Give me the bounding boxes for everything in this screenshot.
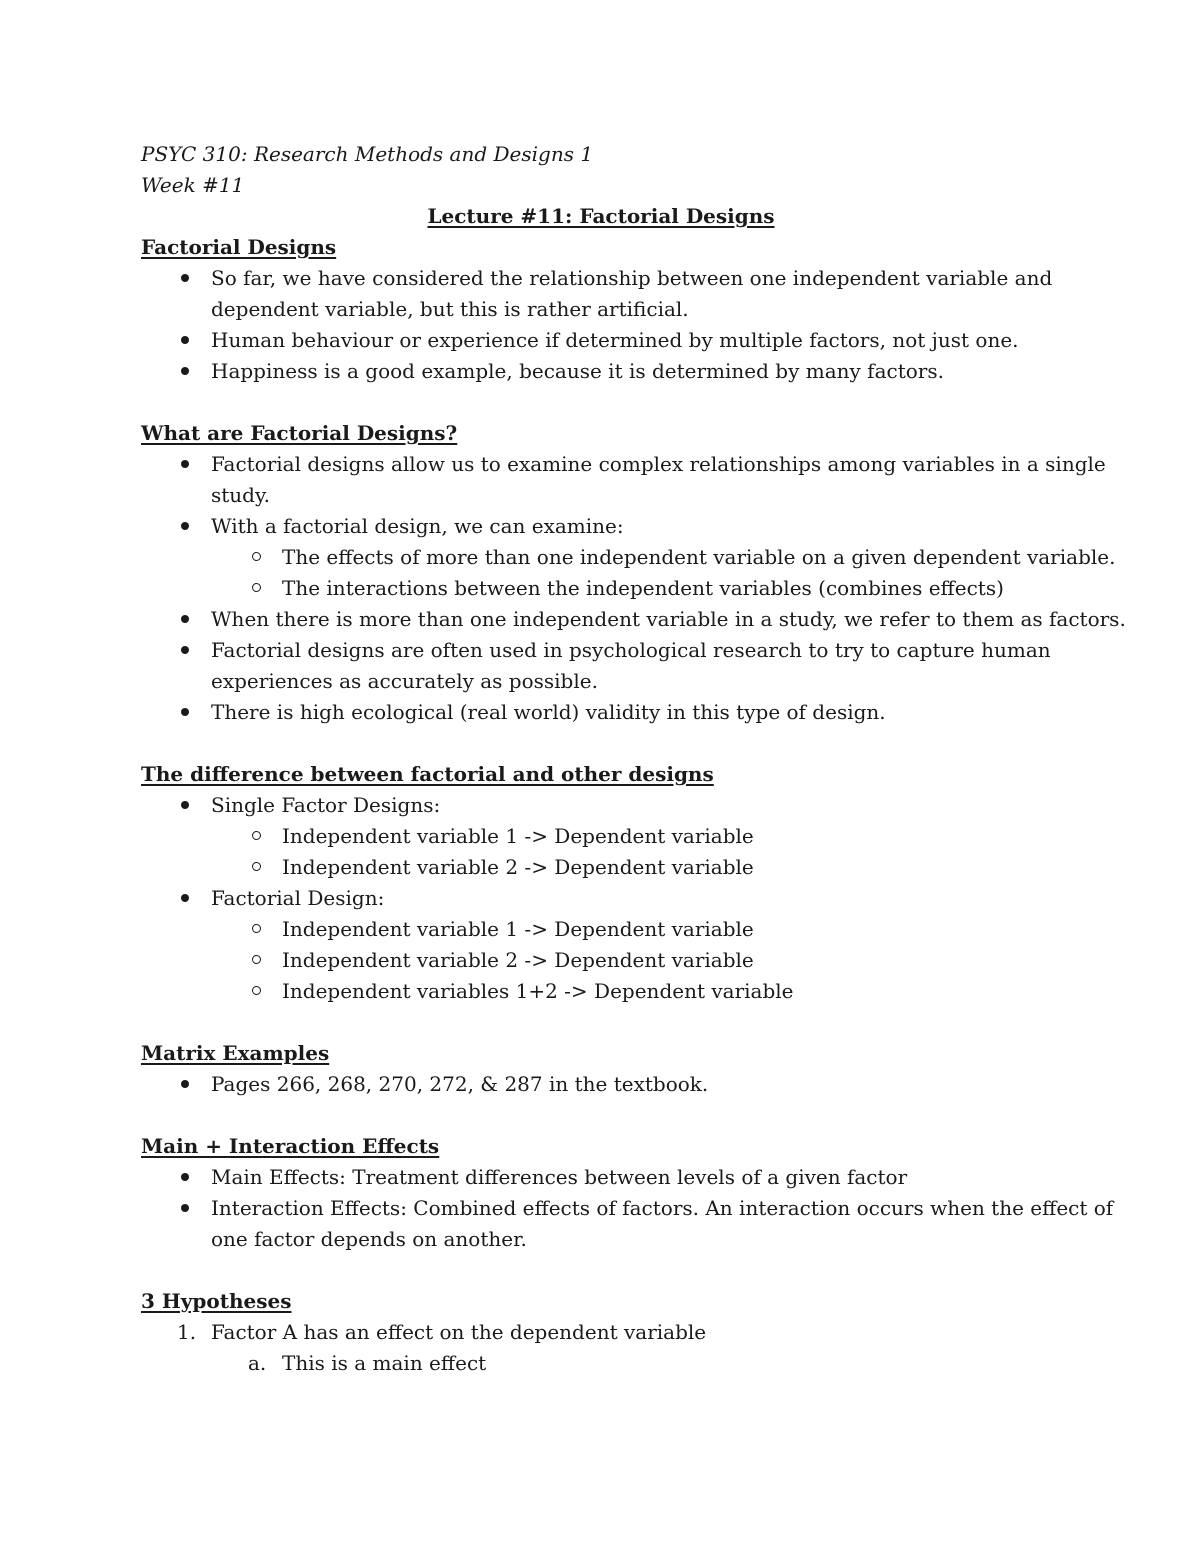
list-number: 1. [177, 1320, 197, 1344]
list-item: There is high ecological (real world) validity in this type of design. [141, 697, 1061, 728]
week-label: Week #11 [141, 173, 245, 197]
bullet-icon [181, 511, 201, 542]
bullet-icon [181, 449, 201, 480]
bullet-icon [181, 790, 201, 821]
section-heading-what-are-factorial-designs: What are Factorial Designs? [141, 421, 458, 445]
bullet-icon [181, 883, 201, 914]
list-item: Pages 266, 268, 270, 272, & 287 in the textbook. [141, 1069, 1061, 1100]
list-letter: a. [248, 1351, 267, 1375]
sub-list-item: The effects of more than one independent variable on a given dependent variable. [141, 542, 1061, 573]
bullet-icon [181, 1162, 201, 1193]
list-item: When there is more than one independent variable in a study, we refer to them as factors. [141, 604, 1061, 635]
list-item: Single Factor Designs: [141, 790, 1061, 821]
section-heading-matrix-examples: Matrix Examples [141, 1041, 330, 1065]
list-item: With a factorial design, we can examine: [141, 511, 1061, 542]
lecture-title: Lecture #11: Factorial Designs [427, 204, 775, 228]
sub-list-item: Independent variable 2 -> Dependent variable [141, 852, 1061, 883]
circle-bullet-icon [252, 976, 272, 1007]
numbered-list-item: 1. Factor A has an effect on the dependent variable [141, 1317, 1061, 1348]
sub-list-item: Independent variables 1+2 -> Dependent variable [141, 976, 1061, 1007]
list-item: So far, we have considered the relationship between one independent variable and dependent variable, but this is rather artificial. [141, 263, 1061, 325]
section-heading-factorial-designs: Factorial Designs [141, 235, 337, 259]
sub-list-item: Independent variable 2 -> Dependent variable [141, 945, 1061, 976]
document-page [141, 139, 1126, 1379]
circle-bullet-icon [252, 821, 272, 852]
bullet-icon [181, 604, 201, 635]
list-item: Factorial Design: [141, 883, 1061, 914]
bullet-icon [181, 263, 201, 294]
sub-list-item: The interactions between the independent variables (combines effects) [141, 573, 1061, 604]
circle-bullet-icon [252, 852, 272, 883]
list-item: Factorial designs allow us to examine complex relationships among variables in a single study. [141, 449, 1061, 511]
list-item: Happiness is a good example, because it is determined by many factors. [141, 356, 1061, 387]
section-heading-3-hypotheses: 3 Hypotheses [141, 1289, 292, 1313]
sub-list-item: Independent variable 1 -> Dependent variable [141, 914, 1061, 945]
list-item: Interaction Effects: Combined effects of factors. An interaction occurs when the effect of one factor depends on another. [141, 1193, 1061, 1255]
section-heading-main-interaction-effects: Main + Interaction Effects [141, 1134, 440, 1158]
bullet-icon [181, 1193, 201, 1224]
circle-bullet-icon [252, 945, 272, 976]
circle-bullet-icon [252, 914, 272, 945]
circle-bullet-icon [252, 573, 272, 604]
list-item: Human behaviour or experience if determined by multiple factors, not just one. [141, 325, 1061, 356]
lettered-list-item: a. This is a main effect [141, 1348, 1061, 1379]
list-item: Main Effects: Treatment differences between levels of a given factor [141, 1162, 1061, 1193]
bullet-icon [181, 697, 201, 728]
course-title: PSYC 310: Research Methods and Designs 1 [141, 142, 594, 166]
bullet-icon [181, 1069, 201, 1100]
list-item: Factorial designs are often used in psychological research to try to capture human experiences as accurately as possible. [141, 635, 1061, 697]
sub-list-item: Independent variable 1 -> Dependent variable [141, 821, 1061, 852]
section-heading-difference: The difference between factorial and other designs [141, 762, 714, 786]
circle-bullet-icon [252, 542, 272, 573]
bullet-icon [181, 356, 201, 387]
bullet-icon [181, 325, 201, 356]
bullet-icon [181, 635, 201, 666]
